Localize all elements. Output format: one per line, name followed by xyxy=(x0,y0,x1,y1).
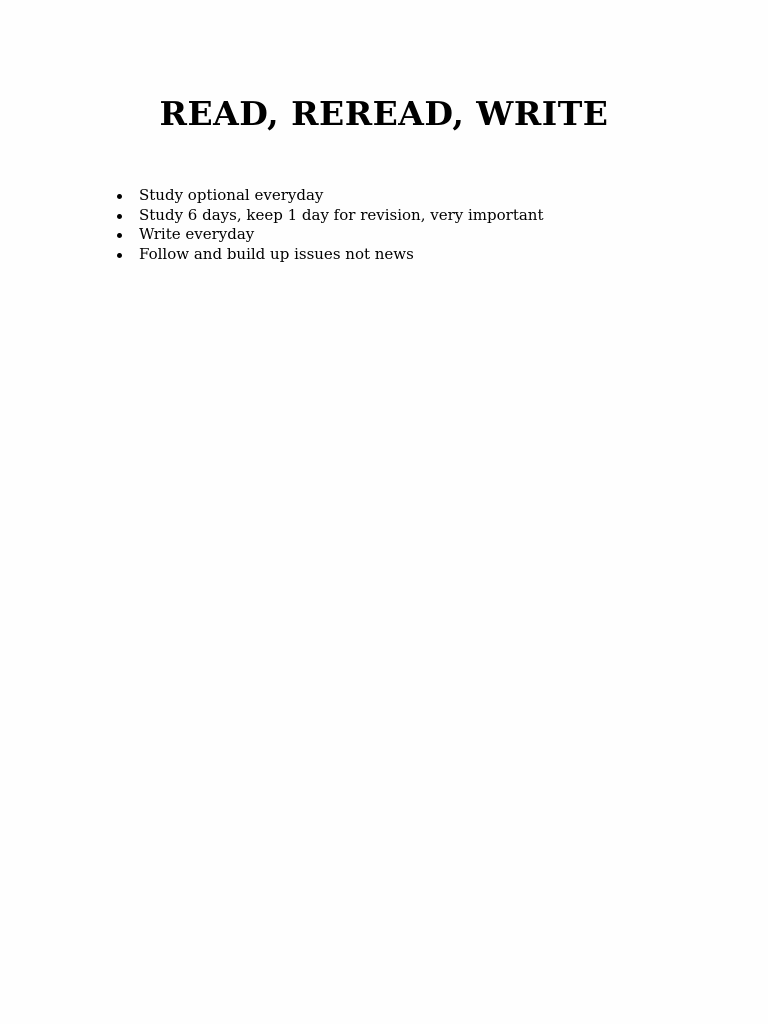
bullet-icon xyxy=(117,194,122,199)
list-item-text: Follow and build up issues not news xyxy=(139,244,414,263)
list-item xyxy=(112,225,544,245)
bullet-icon xyxy=(117,253,122,258)
bullet-icon xyxy=(117,214,122,219)
list-item-text: Study 6 days, keep 1 day for revision, very important xyxy=(139,205,544,224)
bullet-list xyxy=(112,186,544,264)
list-item xyxy=(112,245,544,265)
list-item-text: Write everyday xyxy=(139,225,255,244)
page-title: READ, REREAD, WRITE xyxy=(159,94,609,133)
list-item-text: Study optional everyday xyxy=(139,186,324,204)
bullet-icon xyxy=(117,233,122,238)
list-item xyxy=(112,206,544,226)
list-item xyxy=(112,186,544,206)
